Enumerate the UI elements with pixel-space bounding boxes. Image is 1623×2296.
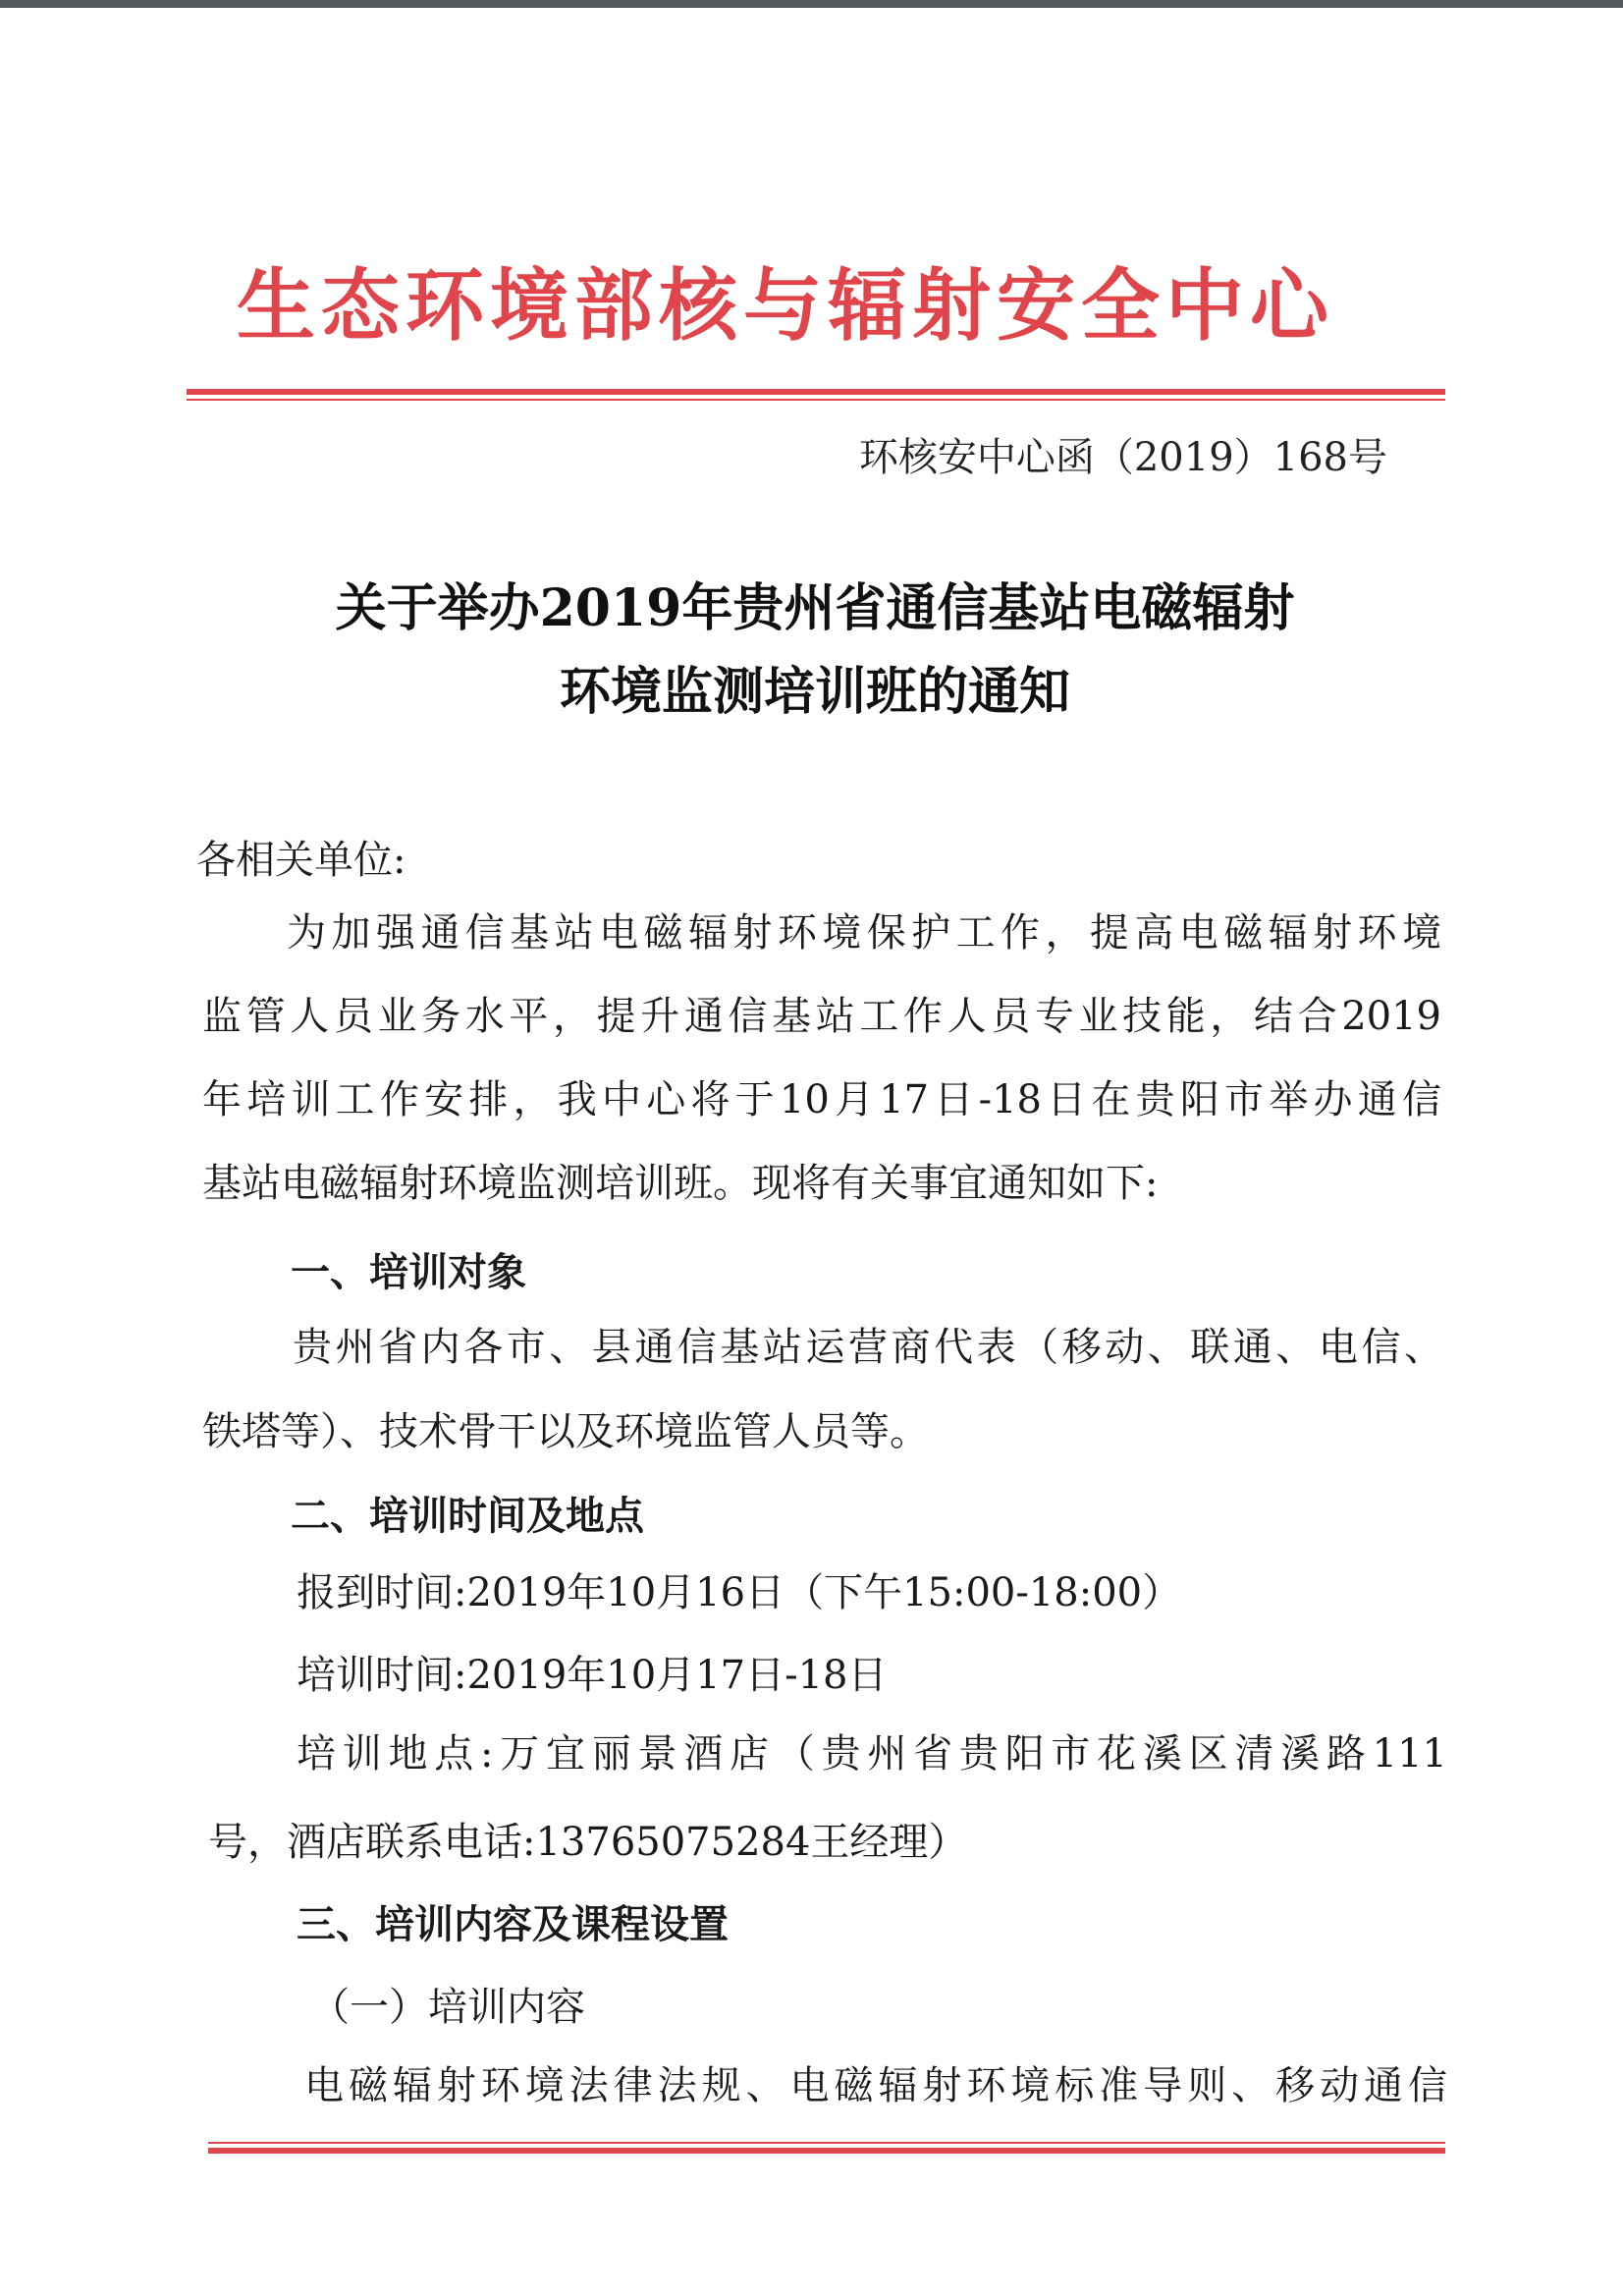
header-red-rule-thin	[187, 399, 1445, 401]
notice-title-line-1: 关于举办2019年贵州省通信基站电磁辐射	[335, 578, 1295, 638]
section-2-heading: 二、培训时间及地点	[291, 1494, 644, 1539]
training-place-line-2: 号，酒店联系电话:13765075284王经理）	[208, 1820, 968, 1865]
scan-top-edge	[0, 0, 1623, 8]
section-1-text-line-1: 贵州省内各市、县通信基站运营商代表（移动、联通、电信、	[293, 1325, 1443, 1370]
section-1-text-line-2: 铁塔等）、技术骨干以及环境监管人员等。	[202, 1409, 929, 1454]
header-red-rule-thick	[187, 389, 1445, 395]
paragraph-1-line-1: 为加强通信基站电磁辐射环境保护工作，提高电磁辐射环境	[287, 910, 1441, 956]
subsection-1-heading: （一）培训内容	[310, 1985, 585, 2030]
training-time: 培训时间:2019年10月17日-18日	[297, 1653, 888, 1698]
content-text-line-1: 电磁辐射环境法律法规、电磁辐射环境标准导则、移动通信	[304, 2063, 1447, 2108]
organization-header: 生态环境部核与辐射安全中心	[237, 260, 1334, 352]
paragraph-1-line-4: 基站电磁辐射环境监测培训班。现将有关事宜通知如下:	[202, 1161, 1159, 1206]
paragraph-1-line-2: 监管人员业务水平，提升通信基站工作人员专业技能，结合2019	[202, 994, 1441, 1039]
paragraph-1-line-3: 年培训工作安排，我中心将于10月17日-18日在贵阳市举办通信	[202, 1077, 1441, 1122]
document-number: 环核安中心函（2019）168号	[858, 435, 1387, 480]
footer-red-rule-thick	[208, 2148, 1445, 2154]
training-place-line-1: 培训地点:万宜丽景酒店（贵州省贵阳市花溪区清溪路111	[297, 1731, 1447, 1777]
footer-red-rule-thin	[208, 2142, 1445, 2144]
section-1-heading: 一、培训对象	[291, 1250, 526, 1295]
section-3-heading: 三、培训内容及课程设置	[297, 1902, 729, 1947]
salutation: 各相关单位:	[196, 838, 406, 883]
notice-title-line-2: 环境监测培训班的通知	[559, 662, 1070, 722]
report-time: 报到时间:2019年10月16日（下午15:00-18:00）	[297, 1570, 1182, 1615]
